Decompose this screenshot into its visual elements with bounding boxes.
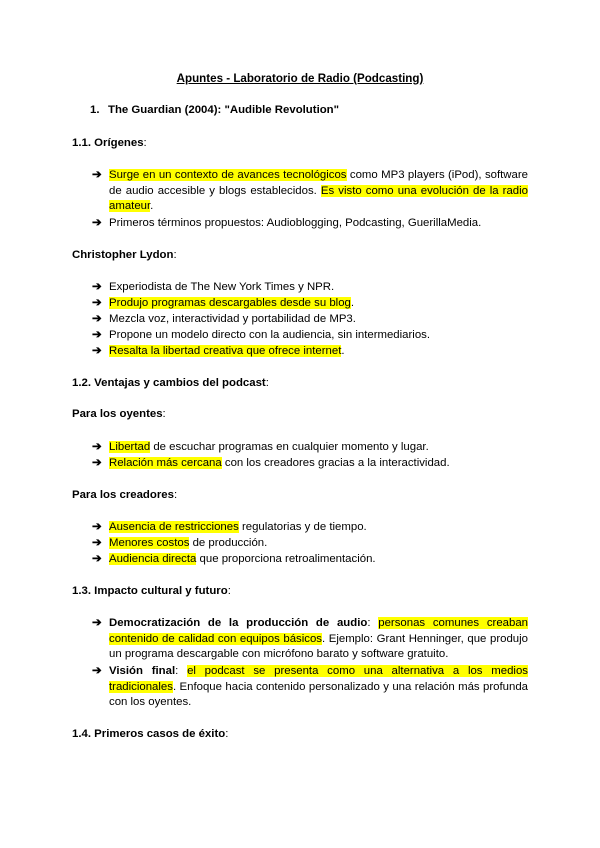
arrow-icon: ➔ — [92, 665, 102, 677]
text: de escuchar programas en cualquier momento y lugar. — [150, 441, 429, 453]
bullet-text — [109, 536, 528, 552]
text: : — [175, 665, 188, 677]
bullet-lydon-3 — [92, 312, 528, 328]
section-label: Christopher Lydon — [72, 249, 174, 261]
highlight: el podcast se presenta como una alternativa a los medios tradicionales — [109, 665, 528, 693]
highlight: Surge en un contexto de avances tecnológicos — [109, 169, 347, 181]
arrow-icon: ➔ — [92, 617, 102, 629]
bullet-text: Experiodista de The New York Times y NPR. — [109, 281, 335, 293]
arrow-icon: ➔ — [92, 329, 102, 341]
text: . — [341, 345, 345, 357]
bullet-text — [109, 664, 528, 711]
arrow-icon: ➔ — [92, 521, 102, 533]
text: regulatorias y de tiempo. — [238, 521, 367, 533]
colon: : — [225, 728, 229, 740]
highlight: Libertad — [109, 441, 151, 453]
document-title: Apuntes - Laboratorio de Radio (Podcasting) — [176, 72, 424, 85]
highlight: Relación más cercana — [109, 457, 222, 469]
text: . — [150, 200, 154, 212]
bullet-text: Propone un modelo directo con la audiencia, sin intermediarios. — [109, 329, 431, 341]
bullet-text — [109, 168, 528, 215]
bullet-text — [109, 456, 528, 472]
section-label: Para los creadores — [72, 489, 174, 501]
bullet-lydon-1 — [92, 280, 528, 296]
bullet-oyentes-1 — [92, 440, 528, 456]
section-label: 1.1. Orígenes — [72, 137, 144, 149]
colon: : — [173, 489, 178, 501]
arrow-icon: ➔ — [92, 217, 102, 229]
bullet-oyentes-2 — [92, 456, 528, 472]
text: . Ejemplo: Grant Henninger, que produjo un programa descargable con micrófono barato y software gratuito. — [109, 632, 528, 660]
section-label: 1.2. Ventajas y cambios del podcast — [72, 377, 266, 389]
colon: : — [227, 585, 231, 597]
bullet-text — [109, 440, 528, 456]
arrow-icon: ➔ — [92, 297, 102, 309]
highlight: Resalta la libertad creativa que ofrece internet — [109, 345, 342, 357]
bullet-lydon-4 — [92, 328, 528, 344]
highlight: Produjo programas descargables desde su blog — [109, 297, 351, 309]
section-1-4-heading — [72, 728, 228, 740]
text: : — [367, 617, 379, 629]
bullet-lydon-2 — [92, 296, 528, 312]
bold-term: Visión final — [109, 665, 176, 677]
colon: : — [162, 408, 166, 420]
arrow-icon: ➔ — [92, 345, 102, 357]
section-1-2-heading — [72, 377, 269, 389]
highlight: Menores costos — [109, 537, 190, 549]
oyentes-heading — [72, 408, 166, 420]
arrow-icon: ➔ — [92, 441, 102, 453]
bullet-lydon-5 — [92, 344, 528, 360]
highlight: Ausencia de restricciones — [109, 521, 239, 533]
bullet-text — [109, 296, 528, 312]
bullet-text: Mezcla voz, interactividad y portabilidad de MP3. — [109, 313, 356, 325]
bullet-impacto-2 — [92, 664, 528, 711]
text: . Enfoque hacia contenido personalizado y una relación más profunda con los oyentes. — [109, 680, 528, 708]
bullet-text — [109, 520, 528, 536]
bullet-creadores-2 — [92, 536, 528, 552]
arrow-icon: ➔ — [92, 169, 102, 181]
highlight: Audiencia directa — [109, 553, 197, 565]
arrow-icon: ➔ — [92, 553, 102, 565]
text: que proporciona retroalimentación. — [196, 553, 376, 565]
bold-term: Democratización de la producción de audio — [109, 617, 368, 629]
bullet-text: Primeros términos propuestos: Audioblogging, Podcasting, GuerillaMedia. — [109, 217, 482, 229]
text: de producción. — [189, 537, 268, 549]
section-label: 1.4. Primeros casos de éxito — [72, 728, 226, 740]
section-1-1-heading — [72, 137, 147, 149]
highlight: personas comunes creaban contenido de calidad con equipos básicos — [109, 617, 528, 645]
bullet-creadores-1 — [92, 520, 528, 536]
bullet-text — [109, 552, 528, 568]
heading-number: 1. — [90, 104, 100, 116]
heading-text: The Guardian (2004): "Audible Revolution" — [108, 104, 340, 116]
bullet-text — [109, 344, 528, 360]
arrow-icon: ➔ — [92, 313, 102, 325]
bullet-creadores-3 — [92, 552, 528, 568]
bullet-origenes-1 — [92, 168, 528, 215]
heading-guardian — [90, 104, 339, 116]
colon: : — [173, 249, 177, 261]
bullet-text — [109, 616, 528, 663]
arrow-icon: ➔ — [92, 457, 102, 469]
creadores-heading — [72, 489, 177, 501]
section-label: 1.3. Impacto cultural y futuro — [72, 585, 228, 597]
bullet-impacto-1 — [92, 616, 528, 663]
bullet-origenes-2 — [92, 216, 528, 232]
section-1-3-heading — [72, 585, 231, 597]
colon: : — [265, 377, 269, 389]
arrow-icon: ➔ — [92, 537, 102, 549]
arrow-icon: ➔ — [92, 281, 102, 293]
text: . — [350, 297, 355, 309]
lydon-heading — [72, 249, 177, 261]
colon: : — [143, 137, 147, 149]
text: como MP3 players (iPod), software de audio accesible y blogs establecidos. — [109, 169, 528, 197]
highlight: Es visto como una evolución de la radio amateur — [109, 184, 528, 212]
text: con los creadores gracias a la interactividad. — [221, 457, 450, 469]
section-label: Para los oyentes — [72, 408, 163, 420]
